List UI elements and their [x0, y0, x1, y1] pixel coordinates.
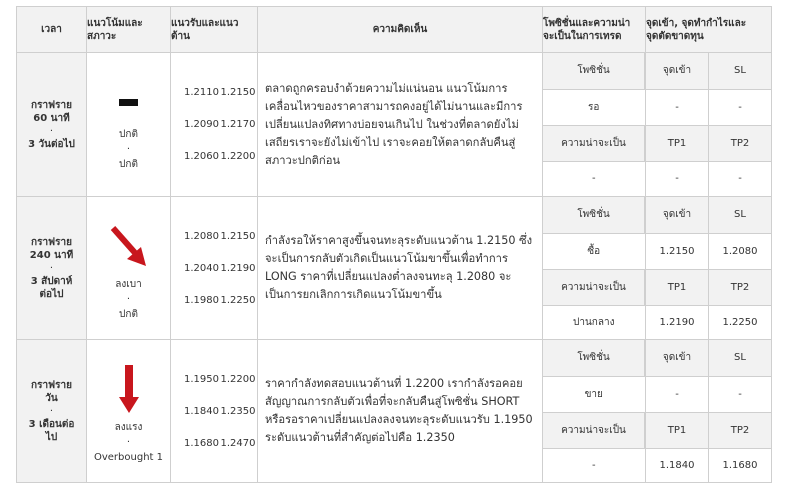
diagonal-down-arrow-icon	[108, 224, 150, 268]
timeframe-label: กราฟราย	[31, 379, 72, 391]
sl-label: SL	[709, 197, 772, 233]
comment-cell: ราคากำลังทดสอบแนวต้านที่ 1.2200 เรากำลังรอคอยสัญญาณการกลับตัวเพื่อที่จะกลับคืนสู่โพซิชั่น SHORT หรือรอราคาเปลี่ยนแปลงลงจนทะลุระดับแนวรับ 1.1950 ระดับแนวต้านที่สำคัญต่อไปคือ 1.2350	[258, 340, 543, 483]
timeframe-cell	[17, 340, 87, 483]
tp1-value: 1.1840	[646, 448, 709, 482]
levels-cell	[171, 197, 258, 340]
level-pair	[184, 141, 257, 173]
resistance-level: 1.2170	[220, 119, 256, 130]
tp1-value: -	[646, 161, 709, 196]
trend-cell	[87, 340, 171, 483]
header-position: โพซิชั่นและความน่า จะเป็นในการเทรด	[543, 7, 646, 53]
comment-cell: กำลังรอให้ราคาสูงขึ้นจนทะลุระดับแนวต้าน 1.2150 ซึ่งจะเป็นการกลับตัวเกิดเป็นแนวโน้มขาขึ้นเพื่อทำการ LONG ราคาที่เปลี่ยนแปลงต่ำลงจนทะลุ 1.2080 จะเป็นการยกเลิกการเกิดแนวโน้มขาขึ้น	[258, 197, 543, 340]
probability-value: ปานกลาง	[573, 316, 615, 328]
trend-state: ปกติ	[119, 308, 138, 320]
timeframe-horizon: ต่อไป	[39, 288, 64, 300]
tp2-label: TP2	[709, 125, 772, 161]
resistance-level: 1.2250	[220, 294, 256, 306]
separator-dot: ·	[49, 125, 54, 137]
level-pair	[184, 77, 257, 109]
position-value: ซื้อ	[543, 233, 645, 269]
targets-cell	[646, 197, 772, 340]
resistance-level: 1.2470	[220, 437, 256, 449]
probability-value: -	[591, 459, 596, 471]
tp2-label: TP2	[709, 412, 772, 448]
probability-label: ความน่าจะเป็น	[543, 269, 645, 305]
entry-label: จุดเข้า	[646, 197, 709, 233]
trend-cell	[87, 53, 171, 197]
level-pair	[184, 395, 257, 427]
trend-word: ลงแรง	[114, 421, 143, 433]
tp2-value: 1.2250	[722, 316, 758, 328]
timeframe-label: กราฟราย	[31, 236, 72, 248]
support-level: 1.2060	[184, 151, 219, 162]
resistance-level: 1.2350	[220, 405, 256, 417]
separator-dot: ·	[126, 144, 131, 155]
comment-cell: ตลาดถูกครอบงำด้วยความไม่แน่นอน แนวโน้มการเคลื่อนไหวของราคาสามารถคงอยู่ได้ไม่นานและมีการเปลี่ยนแปลงทิศทางบ่อยจนเกินไป ในช่วงที่ตลาดยังไม่เสถียรเราจะยังไม่เข้าไป เราจะคอยให้ตลาดกลับคืนสู่สภาวะปกติก่อน	[258, 53, 543, 197]
resistance-level: 1.2150	[220, 87, 256, 98]
trend-word: ปกติ	[119, 129, 138, 140]
support-level: 1.2110	[184, 87, 219, 98]
trend-word: ลงเบา	[115, 278, 142, 290]
entry-value: -	[646, 89, 709, 125]
tp2-value: -	[738, 173, 742, 185]
tp1-label: TP1	[646, 269, 709, 305]
levels-cell	[171, 340, 258, 483]
sl-value: 1.2080	[709, 233, 772, 269]
tp1-label: TP1	[646, 125, 709, 161]
entry-value: 1.2150	[646, 233, 709, 269]
trend-state: ปกติ	[119, 159, 138, 170]
flat-dash-icon	[119, 99, 138, 106]
trend-cell	[87, 197, 171, 340]
table-row	[17, 53, 772, 197]
timeframe-label: กราฟราย	[31, 99, 72, 111]
header-levels: แนวรับและแนว ต้าน	[171, 7, 258, 53]
position-cell	[543, 340, 646, 483]
resistance-level: 1.2200	[220, 151, 256, 162]
position-value: รอ	[543, 89, 645, 125]
position-cell	[543, 53, 646, 197]
sl-value: -	[709, 89, 772, 125]
probability-label: ความน่าจะเป็น	[543, 412, 645, 448]
levels-cell	[171, 53, 258, 197]
sl-label: SL	[709, 340, 772, 376]
header-row	[17, 7, 772, 53]
timeframe-horizon: 3 เดือนต่อ	[28, 418, 75, 430]
support-level: 1.2090	[184, 119, 219, 130]
entry-label: จุดเข้า	[646, 340, 709, 376]
level-pair	[184, 427, 257, 459]
timeframe-label: 240 นาที	[29, 249, 74, 261]
level-pair	[184, 252, 257, 284]
support-level: 1.1950	[184, 373, 219, 385]
tp2-value: 1.1680	[722, 459, 758, 471]
timeframe-horizon: 3 สัปดาห์	[30, 275, 73, 287]
position-value: ขาย	[543, 376, 645, 412]
position-label: โพซิชั่น	[543, 53, 645, 89]
separator-dot: ·	[126, 293, 131, 305]
down-arrow-icon	[117, 363, 141, 415]
position-label: โพซิชั่น	[543, 197, 645, 233]
trend-state: Overbought 1	[93, 451, 163, 463]
header-targets: จุดเข้า, จุดทำกำไรและ จุดตัดขาดทุน	[646, 7, 772, 53]
tp1-value: 1.2190	[646, 305, 709, 339]
tp2-label: TP2	[709, 269, 772, 305]
level-pair	[184, 363, 257, 395]
entry-value: -	[646, 376, 709, 412]
timeframe-horizon: ไป	[45, 431, 58, 443]
support-level: 1.1840	[184, 405, 219, 417]
support-level: 1.2040	[184, 262, 219, 274]
position-label: โพซิชั่น	[543, 340, 645, 376]
level-pair	[184, 109, 257, 141]
level-pair	[184, 220, 257, 252]
targets-cell	[646, 53, 772, 197]
level-pair	[184, 284, 257, 316]
timeframe-label: วัน	[45, 392, 58, 404]
resistance-level: 1.2200	[220, 373, 256, 385]
probability-value: -	[591, 173, 596, 185]
separator-dot: ·	[126, 436, 131, 448]
resistance-level: 1.2190	[220, 262, 256, 274]
entry-label: จุดเข้า	[646, 53, 709, 89]
timeframe-cell	[17, 53, 87, 197]
table-row	[17, 340, 772, 483]
support-level: 1.1980	[184, 294, 219, 306]
timeframe-cell	[17, 197, 87, 340]
timeframe-horizon: 3 วันต่อไป	[28, 138, 75, 150]
sl-value: -	[709, 376, 772, 412]
position-cell	[543, 197, 646, 340]
support-level: 1.1680	[184, 437, 219, 449]
resistance-level: 1.2150	[220, 230, 256, 242]
sl-label: SL	[709, 53, 772, 89]
header-trend: แนวโน้มและ สภาวะ	[87, 7, 171, 53]
timeframe-label: 60 นาที	[33, 112, 70, 124]
tp1-label: TP1	[646, 412, 709, 448]
targets-cell	[646, 340, 772, 483]
support-level: 1.2080	[184, 230, 219, 242]
header-time: เวลา	[17, 7, 87, 53]
separator-dot: ·	[49, 405, 54, 417]
table-row	[17, 197, 772, 340]
separator-dot: ·	[49, 262, 54, 274]
analysis-table	[16, 6, 772, 483]
probability-label: ความน่าจะเป็น	[543, 125, 645, 161]
header-comment: ความคิดเห็น	[258, 7, 543, 53]
